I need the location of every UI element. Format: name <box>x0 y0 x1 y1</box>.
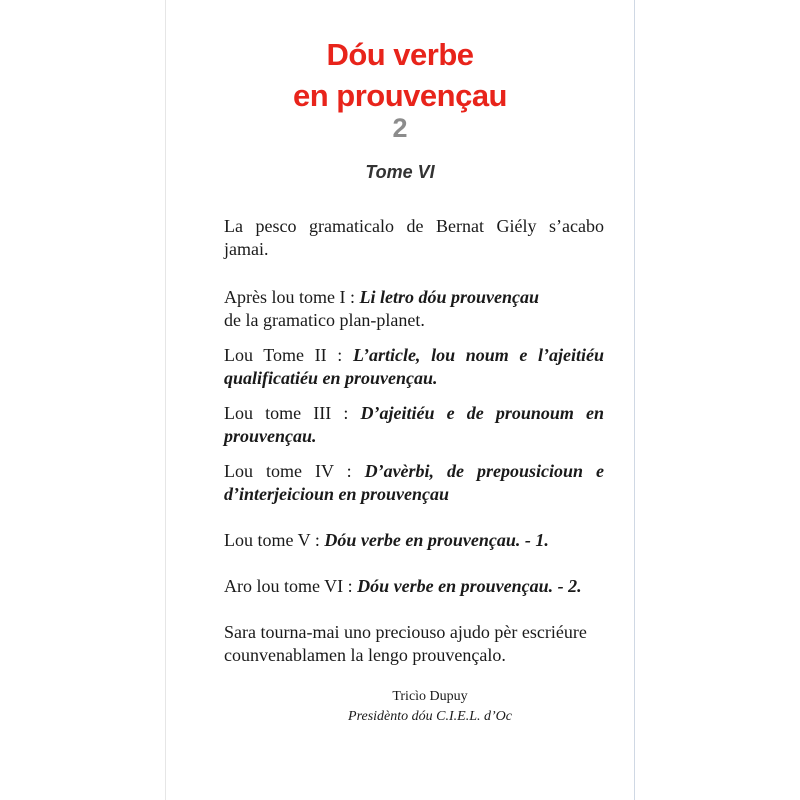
tome-3-paragraph <box>224 402 604 448</box>
tome-2-prefix: Lou Tome II : <box>224 345 353 365</box>
tome-2-paragraph <box>224 344 604 390</box>
tome-5-prefix: Lou tome V : <box>224 530 325 550</box>
tome-1-paragraph <box>224 286 604 332</box>
title-line-1: Dóu verbe <box>326 37 474 72</box>
tome-3-prefix: Lou tome III : <box>224 403 361 423</box>
tome-label: Tome VI <box>365 162 435 182</box>
signature-role: Presidènto dóu C.I.E.L. d’Oc <box>348 709 512 724</box>
tome-4-prefix: Lou tome IV : <box>224 461 365 481</box>
title-line-2: en prouvençau <box>293 78 507 113</box>
tome-1-title: Li letro dóu prouvençau <box>359 287 539 307</box>
tome-6-prefix: Aro lou tome VI : <box>224 576 358 596</box>
tome-5-paragraph <box>224 529 604 552</box>
tome-1-prefix: Après lou tome I : <box>224 287 360 307</box>
book-page <box>165 0 635 800</box>
tome-1-suffix: de la gramatico plan-planet. <box>224 310 425 330</box>
closing-paragraph: Sara tourna-mai uno preciouso ajudo pèr escriéure counvenablamen la lengo prouvençalo. <box>224 622 587 665</box>
signature-name: Tricìo Dupuy <box>392 689 468 704</box>
tome-4-paragraph <box>224 460 604 506</box>
tome-2-title: L’article, lou noum e l’ajeitiéu qualificatiéu en prouvençau. <box>224 345 605 388</box>
tome-4-title: D’avèrbi, de prepousicioun e d’interjeicioun en prouvençau <box>224 461 604 504</box>
tome-6-paragraph <box>224 575 604 598</box>
tome-6-title: Dóu verbe en prouvençau. - 2. <box>357 576 582 596</box>
tome-3-title: D’ajeitiéu e de prounoum en prouvençau. <box>224 403 604 446</box>
volume-number: 2 <box>392 113 408 143</box>
intro-paragraph: La pesco gramaticalo de Bernat Giély s’acabo jamai. <box>224 216 604 259</box>
tome-5-title: Dóu verbe en prouvençau. - 1. <box>324 530 549 550</box>
